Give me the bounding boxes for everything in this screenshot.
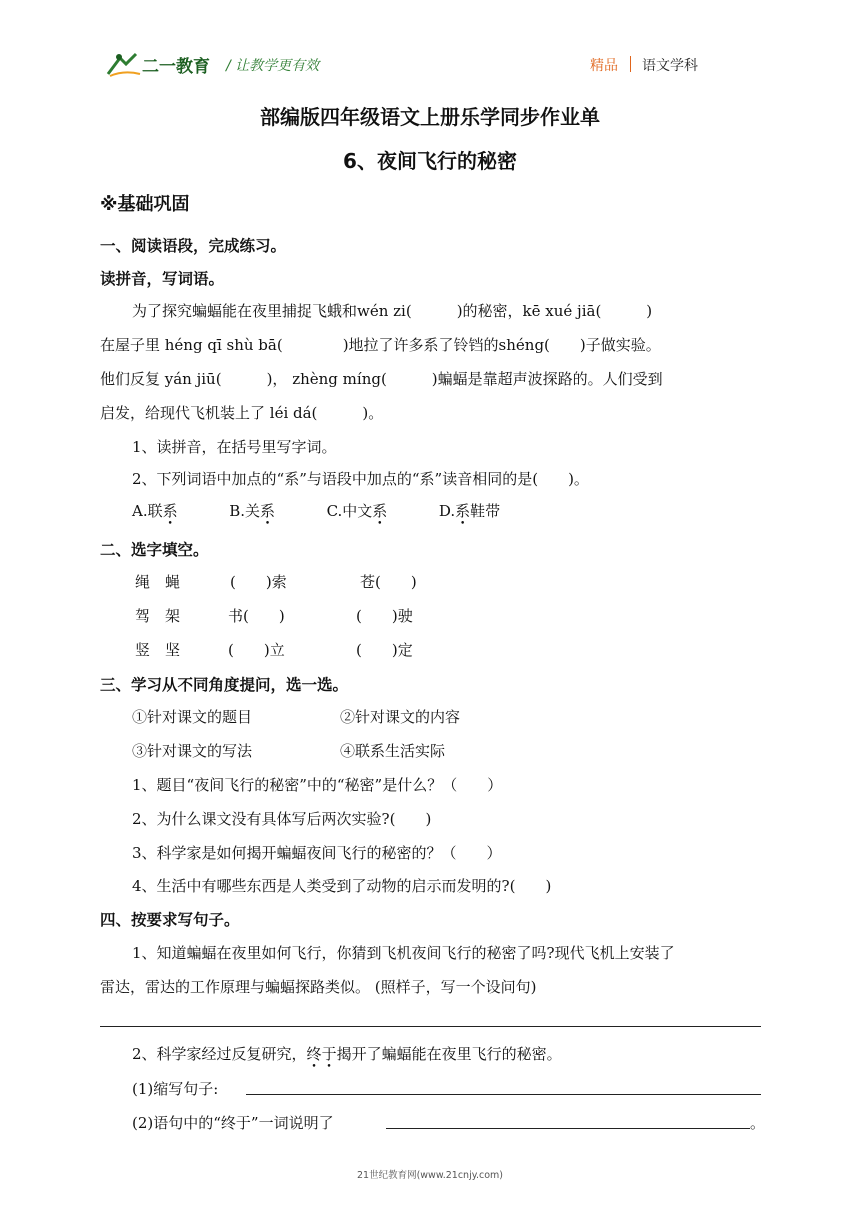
q2-row-1-blank-1: ( )索 bbox=[230, 573, 287, 591]
q1-item-2: 2、下列词语中加点的“系”与语段中加点的“系”读音相同的是( )。 bbox=[132, 470, 589, 488]
q2-row-2-blank-1: 书( ) bbox=[228, 607, 285, 625]
q3-heading: 三、学习从不同角度提问，选一选。 bbox=[100, 676, 349, 694]
q4-item-1-line-2: 雷达，雷达的工作原理与蝙蝠探路类似。 (照样子，写一个设问句) bbox=[100, 978, 537, 996]
answer-line-1[interactable] bbox=[100, 1026, 761, 1027]
q1-heading: 一、阅读语段，完成练习。 bbox=[100, 237, 287, 255]
q3-item-3: 3、科学家是如何揭开蝙蝠夜间飞行的秘密的？（ ） bbox=[132, 844, 502, 862]
q3-choice-1: ①针对课文的题目 bbox=[132, 708, 253, 726]
option-a: A.联系 bbox=[132, 502, 178, 520]
lesson-title: 6、夜间飞行的秘密 bbox=[343, 149, 517, 173]
q3-choice-3: ③针对课文的写法 bbox=[132, 742, 253, 760]
q1-line-4: 启发，给现代飞机装上了 léi dá( )。 bbox=[100, 404, 384, 422]
q1-line-2: 在屋子里 héng qī shù bā( )地拉了许多系了铃铛的shéng( )子做实验。 bbox=[100, 336, 661, 354]
answer-line-2[interactable] bbox=[246, 1094, 761, 1095]
brand-name: 二一教育 bbox=[142, 57, 210, 77]
q4-heading: 四、按要求写句子。 bbox=[100, 911, 240, 929]
option-c: C.中文系 bbox=[326, 502, 388, 520]
q3-choice-2: ②针对课文的内容 bbox=[340, 708, 461, 726]
q2-row-2-blank-2: ( )驶 bbox=[356, 607, 413, 625]
q3-item-4: 4、生活中有哪些东西是人类受到了动物的启示而发明的?( ) bbox=[132, 877, 552, 895]
q4-sub-2-label: (2)语句中的“终于”一词说明了 bbox=[132, 1114, 334, 1132]
q4-sub-1-label: (1)缩写句子: bbox=[132, 1080, 219, 1098]
slogan: / 让教学更有效 bbox=[226, 58, 320, 74]
q3-item-2: 2、为什么课文没有具体写后两次实验?( ) bbox=[132, 810, 432, 828]
q2-row-3-chars: 竖 坚 bbox=[135, 641, 181, 659]
q4-sub-2-end: 。 bbox=[750, 1114, 766, 1132]
header-divider bbox=[630, 56, 631, 72]
q2-row-3-blank-1: ( )立 bbox=[228, 641, 285, 659]
q2-heading: 二、选字填空。 bbox=[100, 541, 209, 559]
q1-line-3: 他们反复 yán jiū( )， zhèng míng( )蝙蝠是靠超声波探路的。人们受到 bbox=[100, 370, 663, 388]
q4-item-1-line-1: 1、知道蝙蝠在夜里如何飞行，你猜到飞机夜间飞行的秘密了吗?现代飞机上安装了 bbox=[132, 944, 675, 962]
q2-row-2-chars: 驾 架 bbox=[135, 607, 181, 625]
q1-sub: 读拼音，写词语。 bbox=[100, 270, 225, 288]
option-b: B.关系 bbox=[229, 502, 275, 520]
q4-item-2: 2、科学家经过反复研究，终于揭开了蝙蝠能在夜里飞行的秘密。 bbox=[132, 1045, 562, 1063]
page-title: 部编版四年级语文上册乐学同步作业单 bbox=[260, 105, 600, 129]
section-basic: ※基础巩固 bbox=[100, 194, 190, 215]
option-d: D.系鞋带 bbox=[438, 502, 501, 520]
q2-row-1-blank-2: 苍( ) bbox=[360, 573, 417, 591]
tag-subject: 语文学科 bbox=[642, 58, 698, 74]
q3-item-1: 1、题目“夜间飞行的秘密”中的“秘密”是什么？（ ） bbox=[132, 776, 503, 794]
answer-line-3[interactable] bbox=[386, 1128, 750, 1129]
q3-choice-4: ④联系生活实际 bbox=[340, 742, 446, 760]
q1-line-1: 为了探究蝙蝠能在夜里捕捉飞蛾和wén zi( )的秘密，kē xué jiā( ) bbox=[132, 302, 653, 320]
q1-options bbox=[132, 500, 500, 521]
footer-source: 21世纪教育网(www.21cnjy.com) bbox=[356, 1170, 503, 1181]
q1-item-1: 1、读拼音，在括号里写字词。 bbox=[132, 438, 337, 456]
q2-row-1-chars: 绳 蝇 bbox=[135, 573, 181, 591]
q2-row-3-blank-2: ( )定 bbox=[356, 641, 413, 659]
tag-quality: 精品 bbox=[590, 58, 618, 74]
